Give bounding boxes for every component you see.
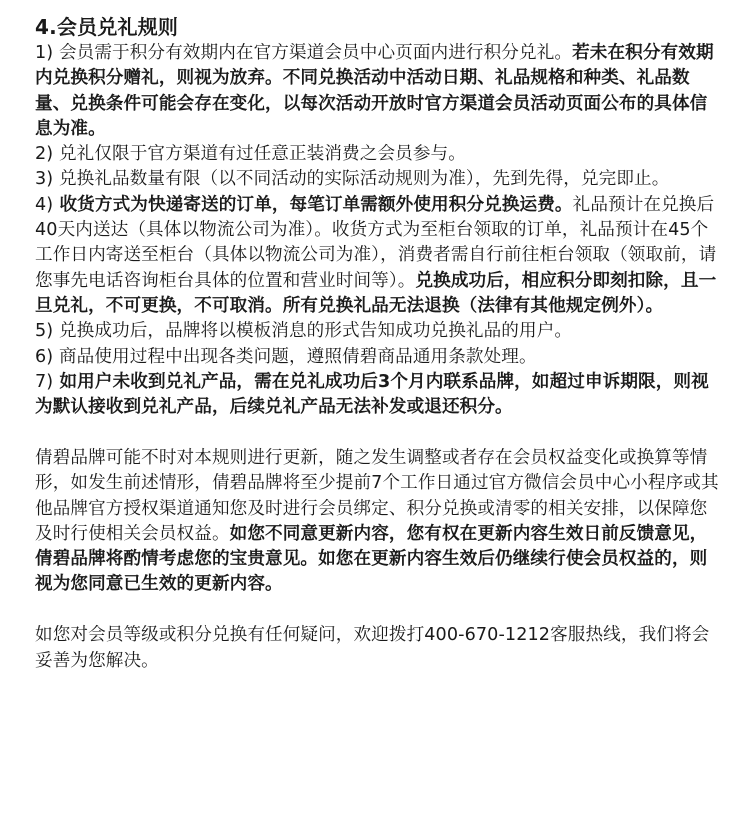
rule-text: 礼品预计在兑换后40天内送达（具体以物流公司为准）。收货方式为至柜台领取的订单，礼品预计在45个工作日内寄送至柜台（具体以物流公司为准），消费者需自行前往柜台领取（领取前，请您事先电话咨询柜台具体的位置和营业时间等）。 [35,194,717,291]
rule-emphasis: 收货方式为快递寄送的订单，每笔订单需额外使用积分兑换运费。 [53,194,573,215]
spacer [35,598,720,624]
rule-1 [35,41,720,142]
rule-number: 7) [35,371,54,392]
rule-7 [35,370,720,421]
rule-emphasis: 如用户未收到兑礼产品，需在兑礼成功后3个月内联系品牌，如超过申诉期限，则视为默认接收到兑礼产品，后续兑礼产品无法补发或退还积分。 [35,371,709,418]
rule-text: 兑换成功后，品牌将以模板消息的形式告知成功兑换礼品的用户。 [53,321,573,342]
contact-info: 如您对会员等级或积分兑换有任何疑问，欢迎拨打400-670-1212客服热线，我们将会妥善为您解决。 [35,625,710,671]
rule-3 [35,167,720,192]
rule-6 [35,345,720,370]
rule-number: 4) [35,194,54,215]
rule-emphasis: 兑换成功后，相应积分即刻扣除，且一旦兑礼，不可更换，不可取消。所有兑换礼品无法退换（法律有其他规定例外）。 [35,270,717,316]
rule-number: 6) [35,346,54,367]
rule-text: 商品使用过程中出现各类问题，遵照倩碧商品通用条款处理。 [53,346,537,367]
rule-emphasis: 若未在积分有效期内兑换积分赠礼，则视为放弃。不同兑换活动中活动日期、礼品规格和种类、礼品数量、兑换条件可能会存在变化，以每次活动开放时官方渠道会员活动页面公布的具体信息为准。 [35,43,714,139]
spacer [35,420,720,446]
rule-number: 3) [35,169,54,190]
rule-text: 兑礼仅限于官方渠道有过任意正装消费之会员参与。 [53,144,466,165]
rule-text: 会员需于积分有效期内在官方渠道会员中心页面内进行积分兑礼。 [53,43,573,63]
rule-number: 5) [35,321,54,342]
rule-number: 1) [35,43,54,63]
rule-4 [35,193,720,319]
rule-number: 2) [35,144,54,165]
section-title: 4.会员兑礼规则 [35,15,179,39]
rule-text: 兑换礼品数量有限（以不同活动的实际活动规则为准），先到先得，兑完即止。 [53,169,670,190]
rule-5 [35,319,720,344]
update-notice [35,446,720,598]
update-notice-text: 倩碧品牌可能不时对本规则进行更新，随之发生调整或者存在会员权益变化或换算等情形，如发生前述情形，倩碧品牌将至少提前7个工作日通过官方微信会员中心小程序或其他品牌官方授权渠道通知您及时进行会员绑定、积分兑换或清零的相关安排，以保障您及时行使相关会员权益。 [35,447,719,544]
rule-2 [35,142,720,167]
update-notice-emphasis: 如您不同意更新内容，您有权在更新内容生效日前反馈意见，倩碧品牌将酌情考虑您的宝贵意见。如您在更新内容生效后仍继续行使会员权益的，则视为您同意已生效的更新内容。 [35,523,708,595]
